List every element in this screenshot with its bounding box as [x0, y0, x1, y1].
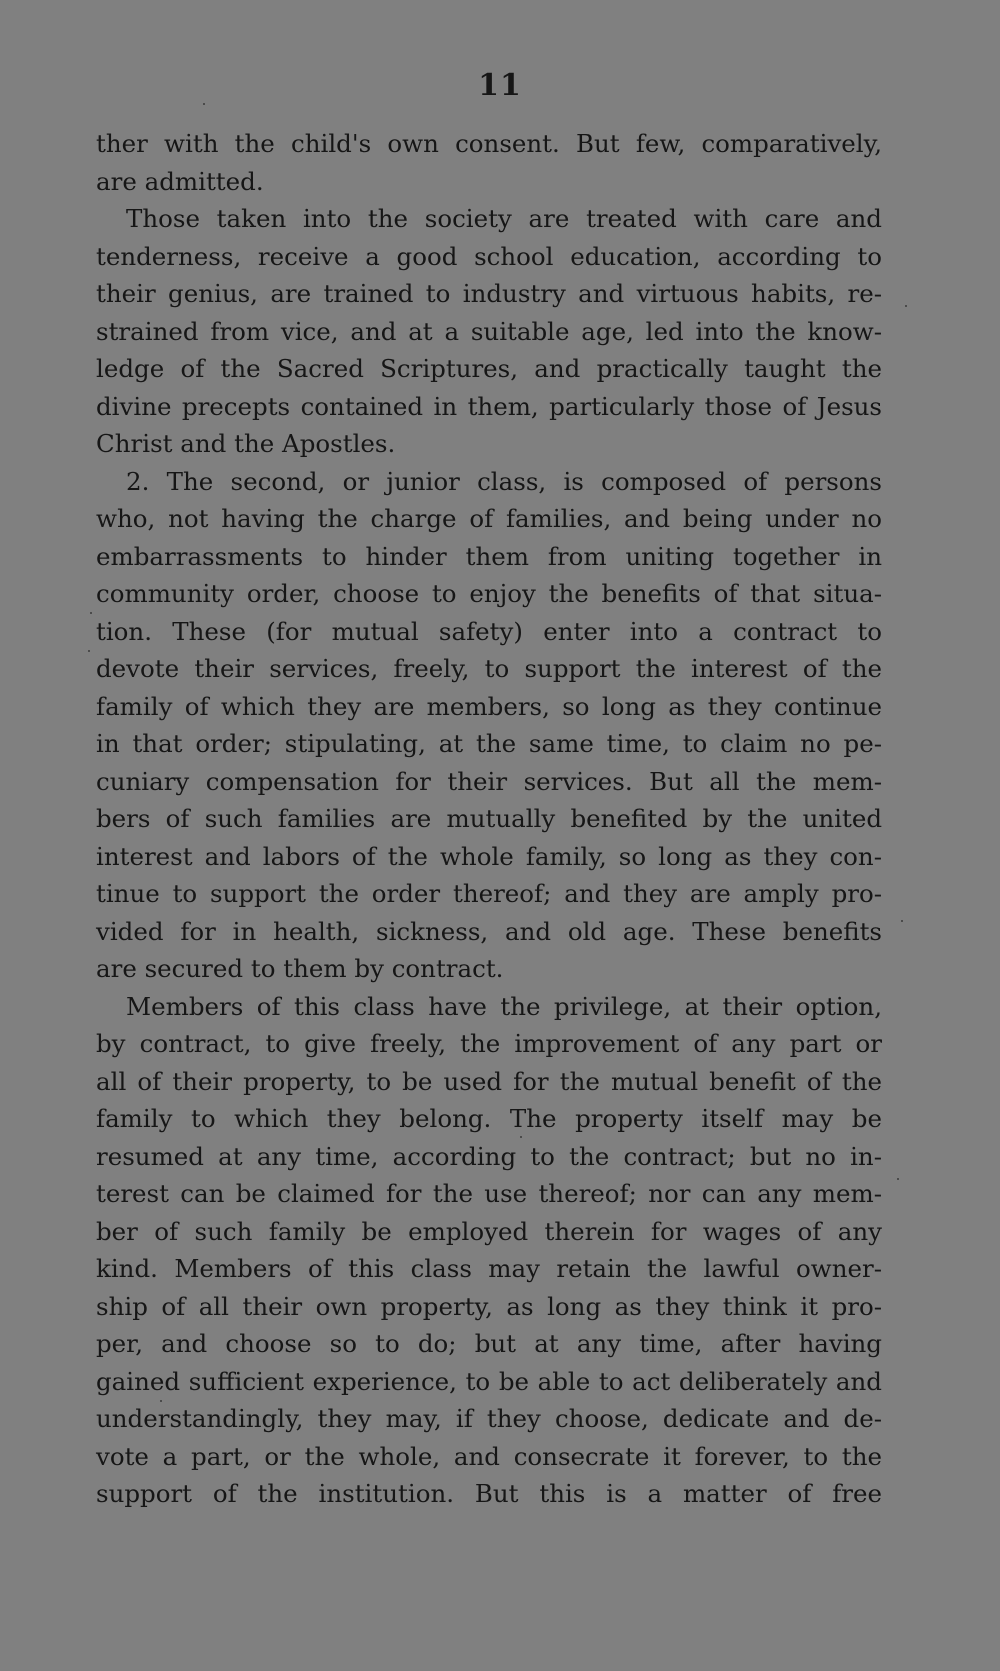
text-line: community order, choose to enjoy the benefits of that situa- — [96, 579, 882, 608]
text-line: Members of this class have the privilege, at their option, — [126, 991, 882, 1021]
text-line: are secured to them by contract. — [96, 954, 504, 983]
text-line: kind. Members of this class may retain the lawful owner- — [96, 1254, 882, 1283]
text-line: tinue to support the order thereof; and they are amply pro- — [96, 879, 882, 908]
text-line: tion. These (for mutual safety) enter into a contract to — [96, 616, 882, 646]
text-line: vided for in health, sickness, and old age. These benefits — [96, 916, 882, 946]
text-line: bers of such families are mutually benefited by the united — [96, 804, 882, 833]
text-line: who, not having the charge of families, and being under no — [96, 504, 882, 533]
text-line: strained from vice, and at a suitable age, led into the know- — [96, 316, 882, 346]
text-line: gained sufficient experience, to be able to act deliberately and — [96, 1366, 882, 1396]
body-text — [96, 125, 882, 1513]
text-line: embarrassments to hinder them from uniting together in — [96, 541, 882, 571]
text-line: family to which they belong. The property itself may be — [96, 1104, 882, 1133]
text-line: Christ and the Apostles. — [96, 429, 396, 458]
page-number: 11 — [478, 68, 522, 103]
text-line: resumed at any time, according to the contract; but no in- — [96, 1141, 882, 1171]
text-line: vote a part, or the whole, and consecrate it forever, to the — [96, 1441, 882, 1471]
text-line: understandingly, they may, if they choose, dedicate and de- — [96, 1404, 882, 1433]
text-line: 2. The second, or junior class, is composed of persons — [126, 466, 882, 496]
text-line: ther with the child's own consent. But few, comparatively, — [96, 129, 882, 158]
text-line: family of which they are members, so long as they continue — [96, 691, 882, 721]
text-line: divine precepts contained in them, particularly those of Jesus — [96, 391, 882, 421]
text-line: tenderness, receive a good school education, according to — [96, 241, 882, 271]
text-line: in that order; stipulating, at the same time, to claim no pe- — [96, 729, 882, 758]
text-line: their genius, are trained to industry and virtuous habits, re- — [96, 279, 882, 308]
text-line: cuniary compensation for their services. But all the mem- — [96, 766, 882, 796]
text-line: by contract, to give freely, the improvement of any part or — [96, 1029, 882, 1058]
text-line: interest and labors of the whole family, so long as they con- — [96, 841, 882, 871]
text-line: support of the institution. But this is a matter of free — [96, 1479, 882, 1508]
text-line: per, and choose so to do; but at any time, after having — [96, 1329, 882, 1358]
text-line: all of their property, to be used for the mutual benefit of the — [96, 1066, 882, 1096]
text-line: are admitted. — [96, 166, 264, 196]
text-line: devote their services, freely, to support the interest of the — [96, 654, 882, 683]
text-line: terest can be claimed for the use thereof; nor can any mem- — [96, 1179, 882, 1208]
text-line: ship of all their own property, as long as they think it pro- — [96, 1291, 882, 1321]
text-line: ledge of the Sacred Scriptures, and practically taught the — [96, 354, 882, 383]
text-line: Those taken into the society are treated with care and — [126, 204, 882, 233]
text-line: ber of such family be employed therein for wages of any — [96, 1216, 882, 1246]
